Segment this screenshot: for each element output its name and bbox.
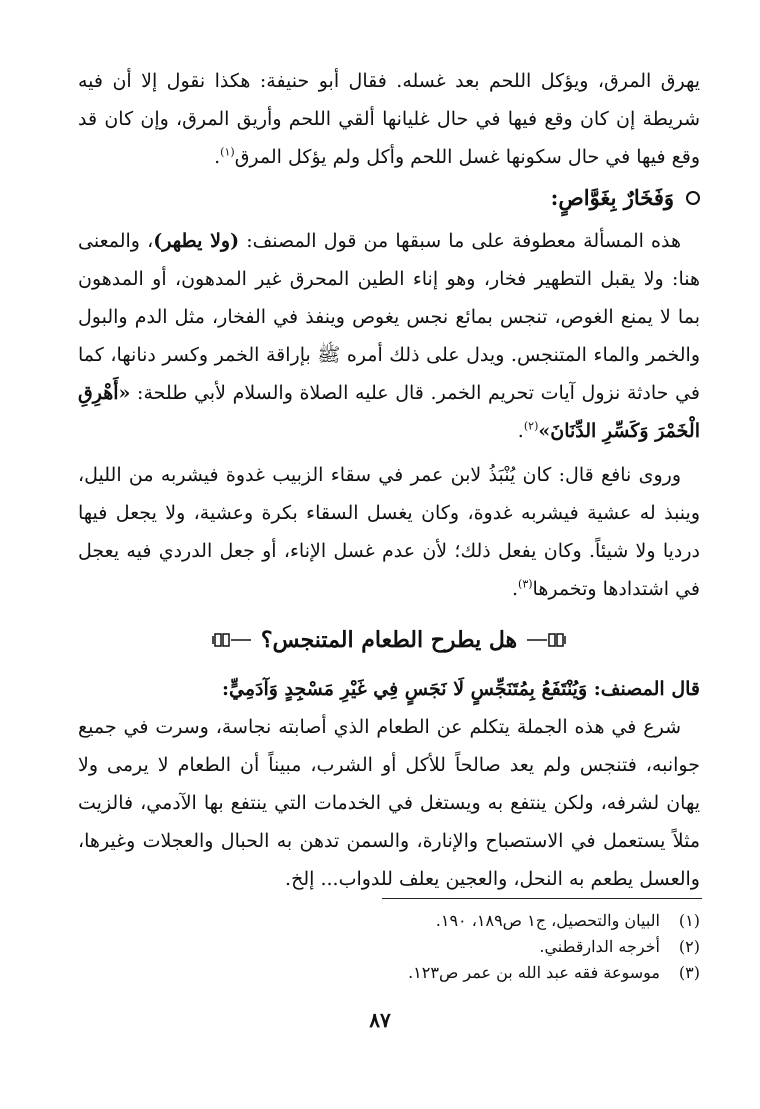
paragraph-2: هذه المسألة معطوفة على ما سبقها من قول المصنف: (ولا يطهر)، والمعنى هنا: ولا يقبل التطهير فخار، وهو إناء الطين المحرق غير المدهون، أو المدهون بما لا يمنع الغوص، تنجس بمائع نجس يغوص وينفذ في الفخار، مثل الدم والبول والخمر والماء المتنجس. ويدل على ذلك أمره ﷺ بإراقة الخمر وكسر دنانها، كما في حادثة نزول آيات تحريم الخمر. قال عليه الصلاة والسلام لأبي طلحة: «أَهْرِقِ الْخَمْرَ وَكَسِّرِ الدِّنَانَ»$^{(٢)}$.	[78, 230, 700, 442]
circle-bullet-icon	[686, 191, 700, 205]
footnote-ref-1: (١)	[220, 145, 235, 159]
hadith-quote: «أَهْرِقِ الْخَمْرَ وَكَسِّرِ الدِّنَانَ»	[78, 382, 700, 442]
footnote-text: أخرجه الدارقطني.	[539, 937, 660, 956]
section-title	[78, 622, 700, 658]
paragraph-3-text: وروى نافع قال: كان يُنْبَذُ لابن عمر في سقاء الزبيب غدوة فيشربه من الليل، وينبذ له عشية فيشربه غدوة، وكان يغسل السقاء بكرة وعشية، ولا يجعل فيها درديا ولا شيئاً. وكان يفعل ذلك؛ لأن عدم غسل الإناء، أو جعل الدردي فيه يعجل في اشتدادها وتخمرها	[78, 464, 700, 600]
paragraph-2-lead: هذه المسألة معطوفة على ما سبقها من قول المصنف:	[239, 230, 681, 252]
footnote-number: (٣)	[678, 963, 700, 982]
ornament-left-icon	[207, 632, 251, 648]
paragraph-2-rest: ، والمعنى هنا: ولا يقبل التطهير فخار، وهو إناء الطين المحرق غير المدهون، أو المدهون بما لا يمنع الغوص، تنجس بمائع نجس يغوص وينفذ في الفخار، مثل الدم والبول والخمر والماء المتنجس. ويدل على ذلك أمره ﷺ بإراقة الخمر وكسر دنانها، كما في حادثة نزول آيات تحريم الخمر. قال عليه الصلاة والسلام لأبي طلحة:	[78, 230, 700, 404]
footnote-ref-2: (٢)	[523, 419, 539, 433]
footnote-item	[78, 960, 700, 986]
subheading	[78, 178, 700, 218]
paragraph-3: وروى نافع قال: كان يُنْبَذُ لابن عمر في سقاء الزبيب غدوة فيشربه من الليل، وينبذ له عشية فيشربه غدوة، وكان يغسل السقاء بكرة وعشية، ولا يجعل فيها درديا ولا شيئاً. وكان يفعل ذلك؛ لأن عدم غسل الإناء، أو جعل الدردي فيه يعجل في اشتدادها وتخمرها$^{(٣)}$.	[78, 464, 700, 600]
page-number: ٨٧	[369, 1008, 391, 1032]
footnote-ref-3: (٣)	[518, 577, 533, 591]
footnote-item	[78, 908, 700, 934]
footnote-number: (١)	[678, 911, 700, 930]
paragraph-4-text: شرع في هذه الجملة يتكلم عن الطعام الذي أصابته نجاسة، وسرت في جميع جوانبه، فتنجس ولم يعد صالحاً للأكل أو الشرب، مبيناً أن الطعام لا يرمى ولا يهان لشرفه، ولكن ينتفع به ويستغل في الخدمات التي ينتفع بها الآدمي، فالزيت مثلاً يستعمل في الاستصباح والإنارة، والسمن تدهن به الحبال والعجلات وغيرها، والعسل يطعم به النحل، والعجين يعلف للدواب... إلخ.	[78, 716, 700, 890]
footnotes	[78, 908, 700, 986]
paragraph-4	[78, 708, 700, 898]
footnote-text: موسوعة فقه عبد الله بن عمر ص١٢٣.	[408, 963, 660, 982]
paragraph-2-bold: (ولا يطهر)	[153, 230, 240, 252]
paragraph-1: يهرق المرق، ويؤكل اللحم بعد غسله. فقال أبو حنيفة: هكذا نقول إلا أن فيه شريطة إن كان وقع فيها في حال غليانها ألقي اللحم وأريق المرق، وإن كان قد وقع فيها في حال سكونها غسل اللحم وأكل ولم يؤكل المرق$^{(١)}$.	[78, 70, 700, 168]
section-title-text: هل يطرح الطعام المتنجس؟	[260, 627, 518, 653]
footnote-divider	[382, 898, 702, 899]
page-body	[78, 62, 700, 898]
ornament-right-icon	[527, 632, 571, 648]
subheading-text: وَفَخَارٌ بِغَوَّاصٍ:	[550, 185, 674, 210]
author-quote: قال المصنف: وَيُنْتَفَعُ بِمُتَنَجِّسٍ لَا نَجَسٍ فِي غَيْرِ مَسْجِدٍ وَآدَمِيٍّ:	[221, 678, 700, 700]
footnote-item	[78, 934, 700, 960]
footnote-text: البيان والتحصيل، ج١ ص١٨٩، ١٩٠.	[435, 911, 660, 930]
footnote-number: (٢)	[678, 937, 700, 956]
paragraph-1-text: يهرق المرق، ويؤكل اللحم بعد غسله. فقال أبو حنيفة: هكذا نقول إلا أن فيه شريطة إن كان وقع فيها في حال غليانها ألقي اللحم وأريق المرق، وإن كان قد وقع فيها في حال سكونها غسل اللحم وأكل ولم يؤكل المرق	[78, 70, 700, 168]
